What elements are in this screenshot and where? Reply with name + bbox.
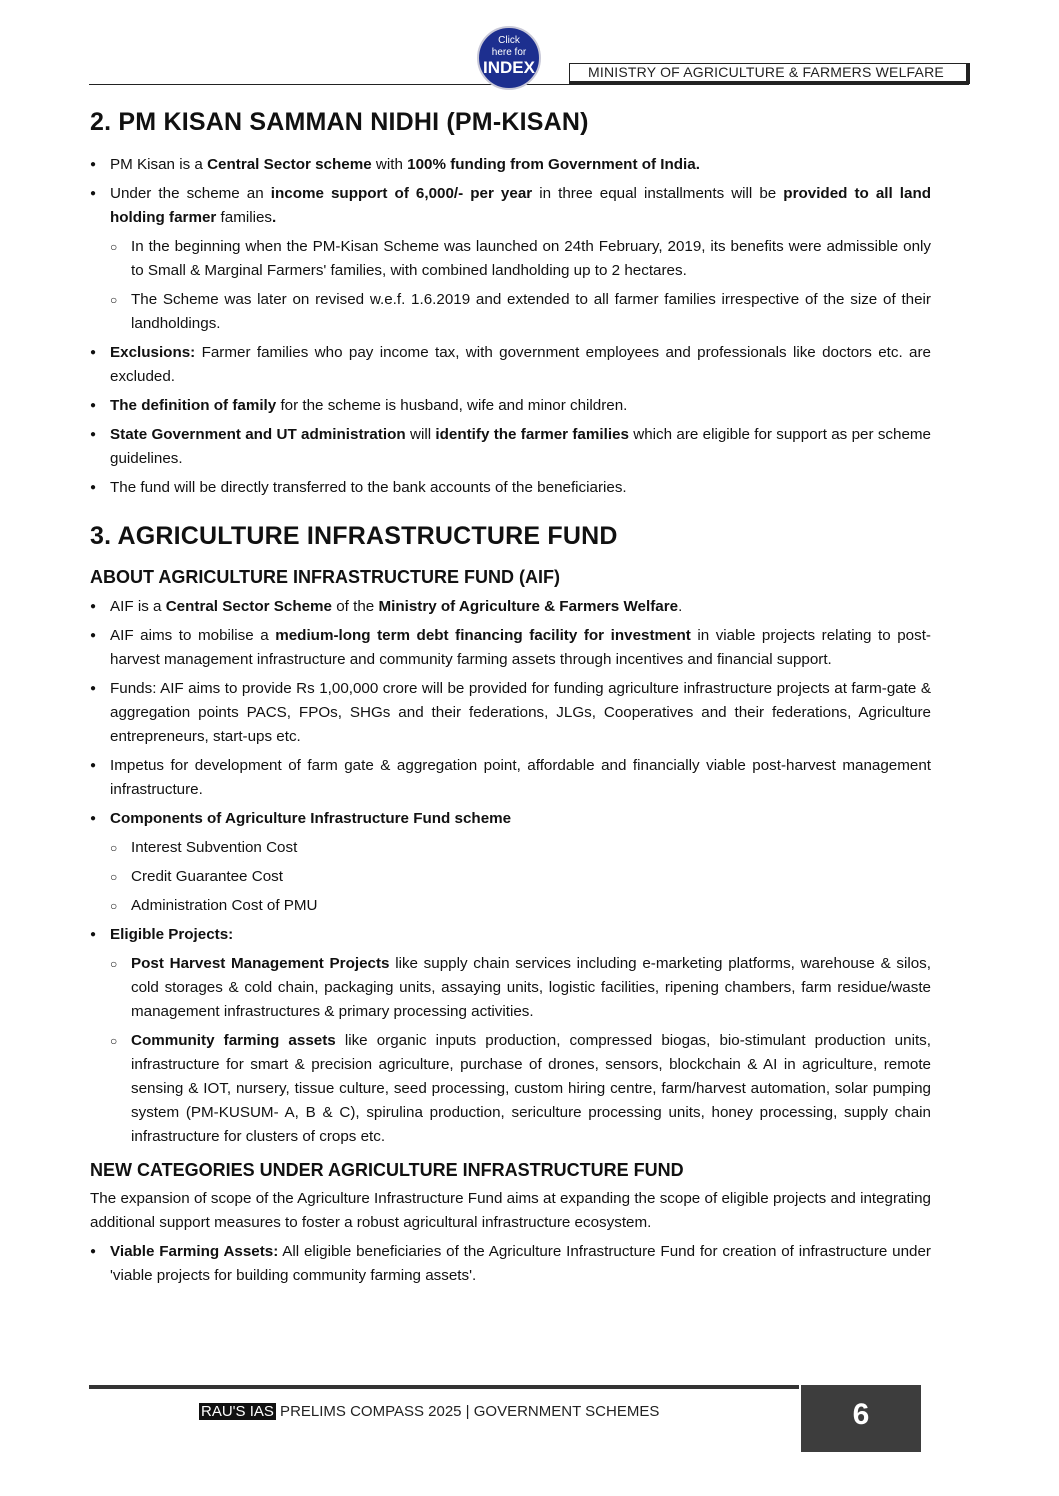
sub-list-item: ○ Administration Cost of PMU — [90, 894, 931, 918]
index-button-line1: Click — [498, 35, 520, 46]
page-number: 6 — [801, 1385, 921, 1452]
header-rule — [89, 84, 969, 85]
list-item: ● Viable Farming Assets: All eligible beneficiaries of the Agriculture Infrastructure Fund for creation of infrastructure under 'viable projects for building community farming assets'. — [90, 1240, 931, 1288]
footer-title — [199, 1403, 659, 1420]
list-item: ● AIF is a Central Sector Scheme of the Ministry of Agriculture & Farmers Welfare. — [90, 595, 931, 619]
footer-brand: RAU'S IAS — [201, 1403, 274, 1420]
sub-list-item: ○ Community farming assets like organic inputs production, compressed biogas, bio-stimulant production units, infrastructure for smart & precision agriculture, purchase of drones, sensors, blockchain & AI in agriculture, remote sensing & IOT, nursery, tissue culture, seed processing, custom hiring centre, farm/harvest automation, solar pumping system (PM-KUSUM- A, B & C), spirulina production, sericulture processing units, honey processing, supply chain infrastructure for clusters of crops etc. — [90, 1029, 931, 1149]
list-item: ● Components of Agriculture Infrastructure Fund scheme — [90, 807, 931, 831]
list-item: ● AIF aims to mobilise a medium-long term debt financing facility for investment in viable projects relating to post-harvest management infrastructure and community farming assets through incentives and financial support. — [90, 624, 931, 672]
section-3-title: 3. AGRICULTURE INFRASTRUCTURE FUND — [90, 522, 618, 550]
sub-list-item: ○ The Scheme was later on revised w.e.f. 1.6.2019 and extended to all farmer families irrespective of the size of their landholdings. — [90, 288, 931, 336]
list-item: ● Impetus for development of farm gate & aggregation point, affordable and financially viable post-harvest management infrastructure. — [90, 754, 931, 802]
list-item: ● Exclusions: Farmer families who pay income tax, with government employees and professionals like doctors etc. are excluded. — [90, 341, 931, 389]
new-categories-list — [90, 1240, 931, 1288]
list-item: ● The fund will be directly transferred to the bank accounts of the beneficiaries. — [90, 476, 931, 500]
new-categories-heading: NEW CATEGORIES UNDER AGRICULTURE INFRASTRUCTURE FUND — [90, 1160, 684, 1180]
index-button[interactable] — [477, 26, 541, 90]
index-button-label: INDEX — [483, 58, 535, 77]
about-aif-heading: ABOUT AGRICULTURE INFRASTRUCTURE FUND (AIF) — [90, 567, 560, 587]
sub-list-item: ○ In the beginning when the PM-Kisan Scheme was launched on 24th February, 2019, its benefits were admissible only to Small & Marginal Farmers' families, with combined landholding up to 2 hectares. — [90, 235, 931, 283]
section-2-title: 2. PM KISAN SAMMAN NIDHI (PM-KISAN) — [90, 108, 589, 136]
sub-list-item: ○ Interest Subvention Cost — [90, 836, 931, 860]
header-ministry-title: MINISTRY OF AGRICULTURE & FARMERS WELFARE — [588, 64, 944, 80]
index-button-line2: here for — [491, 47, 527, 58]
footer-rule — [89, 1385, 799, 1389]
pmkisan-list — [90, 153, 931, 500]
document-body — [90, 108, 931, 1293]
new-categories-paragraph: The expansion of scope of the Agriculture Infrastructure Fund aims at expanding the scope of eligible projects and integrating additional support measures to foster a robust agricultural infrastructure ecosystem. — [90, 1190, 931, 1231]
aif-list — [90, 595, 931, 1149]
list-item: ● PM Kisan is a Central Sector scheme with 100% funding from Government of India. — [90, 153, 931, 177]
sub-list-item: ○ Credit Guarantee Cost — [90, 865, 931, 889]
footer-text: PRELIMS COMPASS 2025 | GOVERNMENT SCHEMES — [275, 1403, 660, 1420]
list-item: ● Funds: AIF aims to provide Rs 1,00,000 crore will be provided for funding agriculture infrastructure projects at farm-gate & aggregation points PACS, FPOs, SHGs and their federations, JLGs, Cooperatives and their federations, Agriculture entrepreneurs, start-ups etc. — [90, 677, 931, 749]
sub-list-item: ○ Post Harvest Management Projects like supply chain services including e-marketing platforms, warehouse & silos, cold storages & cold chain, packaging units, assaying units, logistic facilities, ripening chambers, farm residue/waste management infrastructures & primary processing activities. — [90, 952, 931, 1024]
list-item: ● State Government and UT administration will identify the farmer families which are eligible for support as per scheme guidelines. — [90, 423, 931, 471]
list-item: ● Eligible Projects: — [90, 923, 931, 947]
list-item: ● The definition of family for the scheme is husband, wife and minor children. — [90, 394, 931, 418]
list-item: ● Under the scheme an income support of 6,000/- per year in three equal installments will be provided to all land holding farmer families. — [90, 182, 931, 230]
